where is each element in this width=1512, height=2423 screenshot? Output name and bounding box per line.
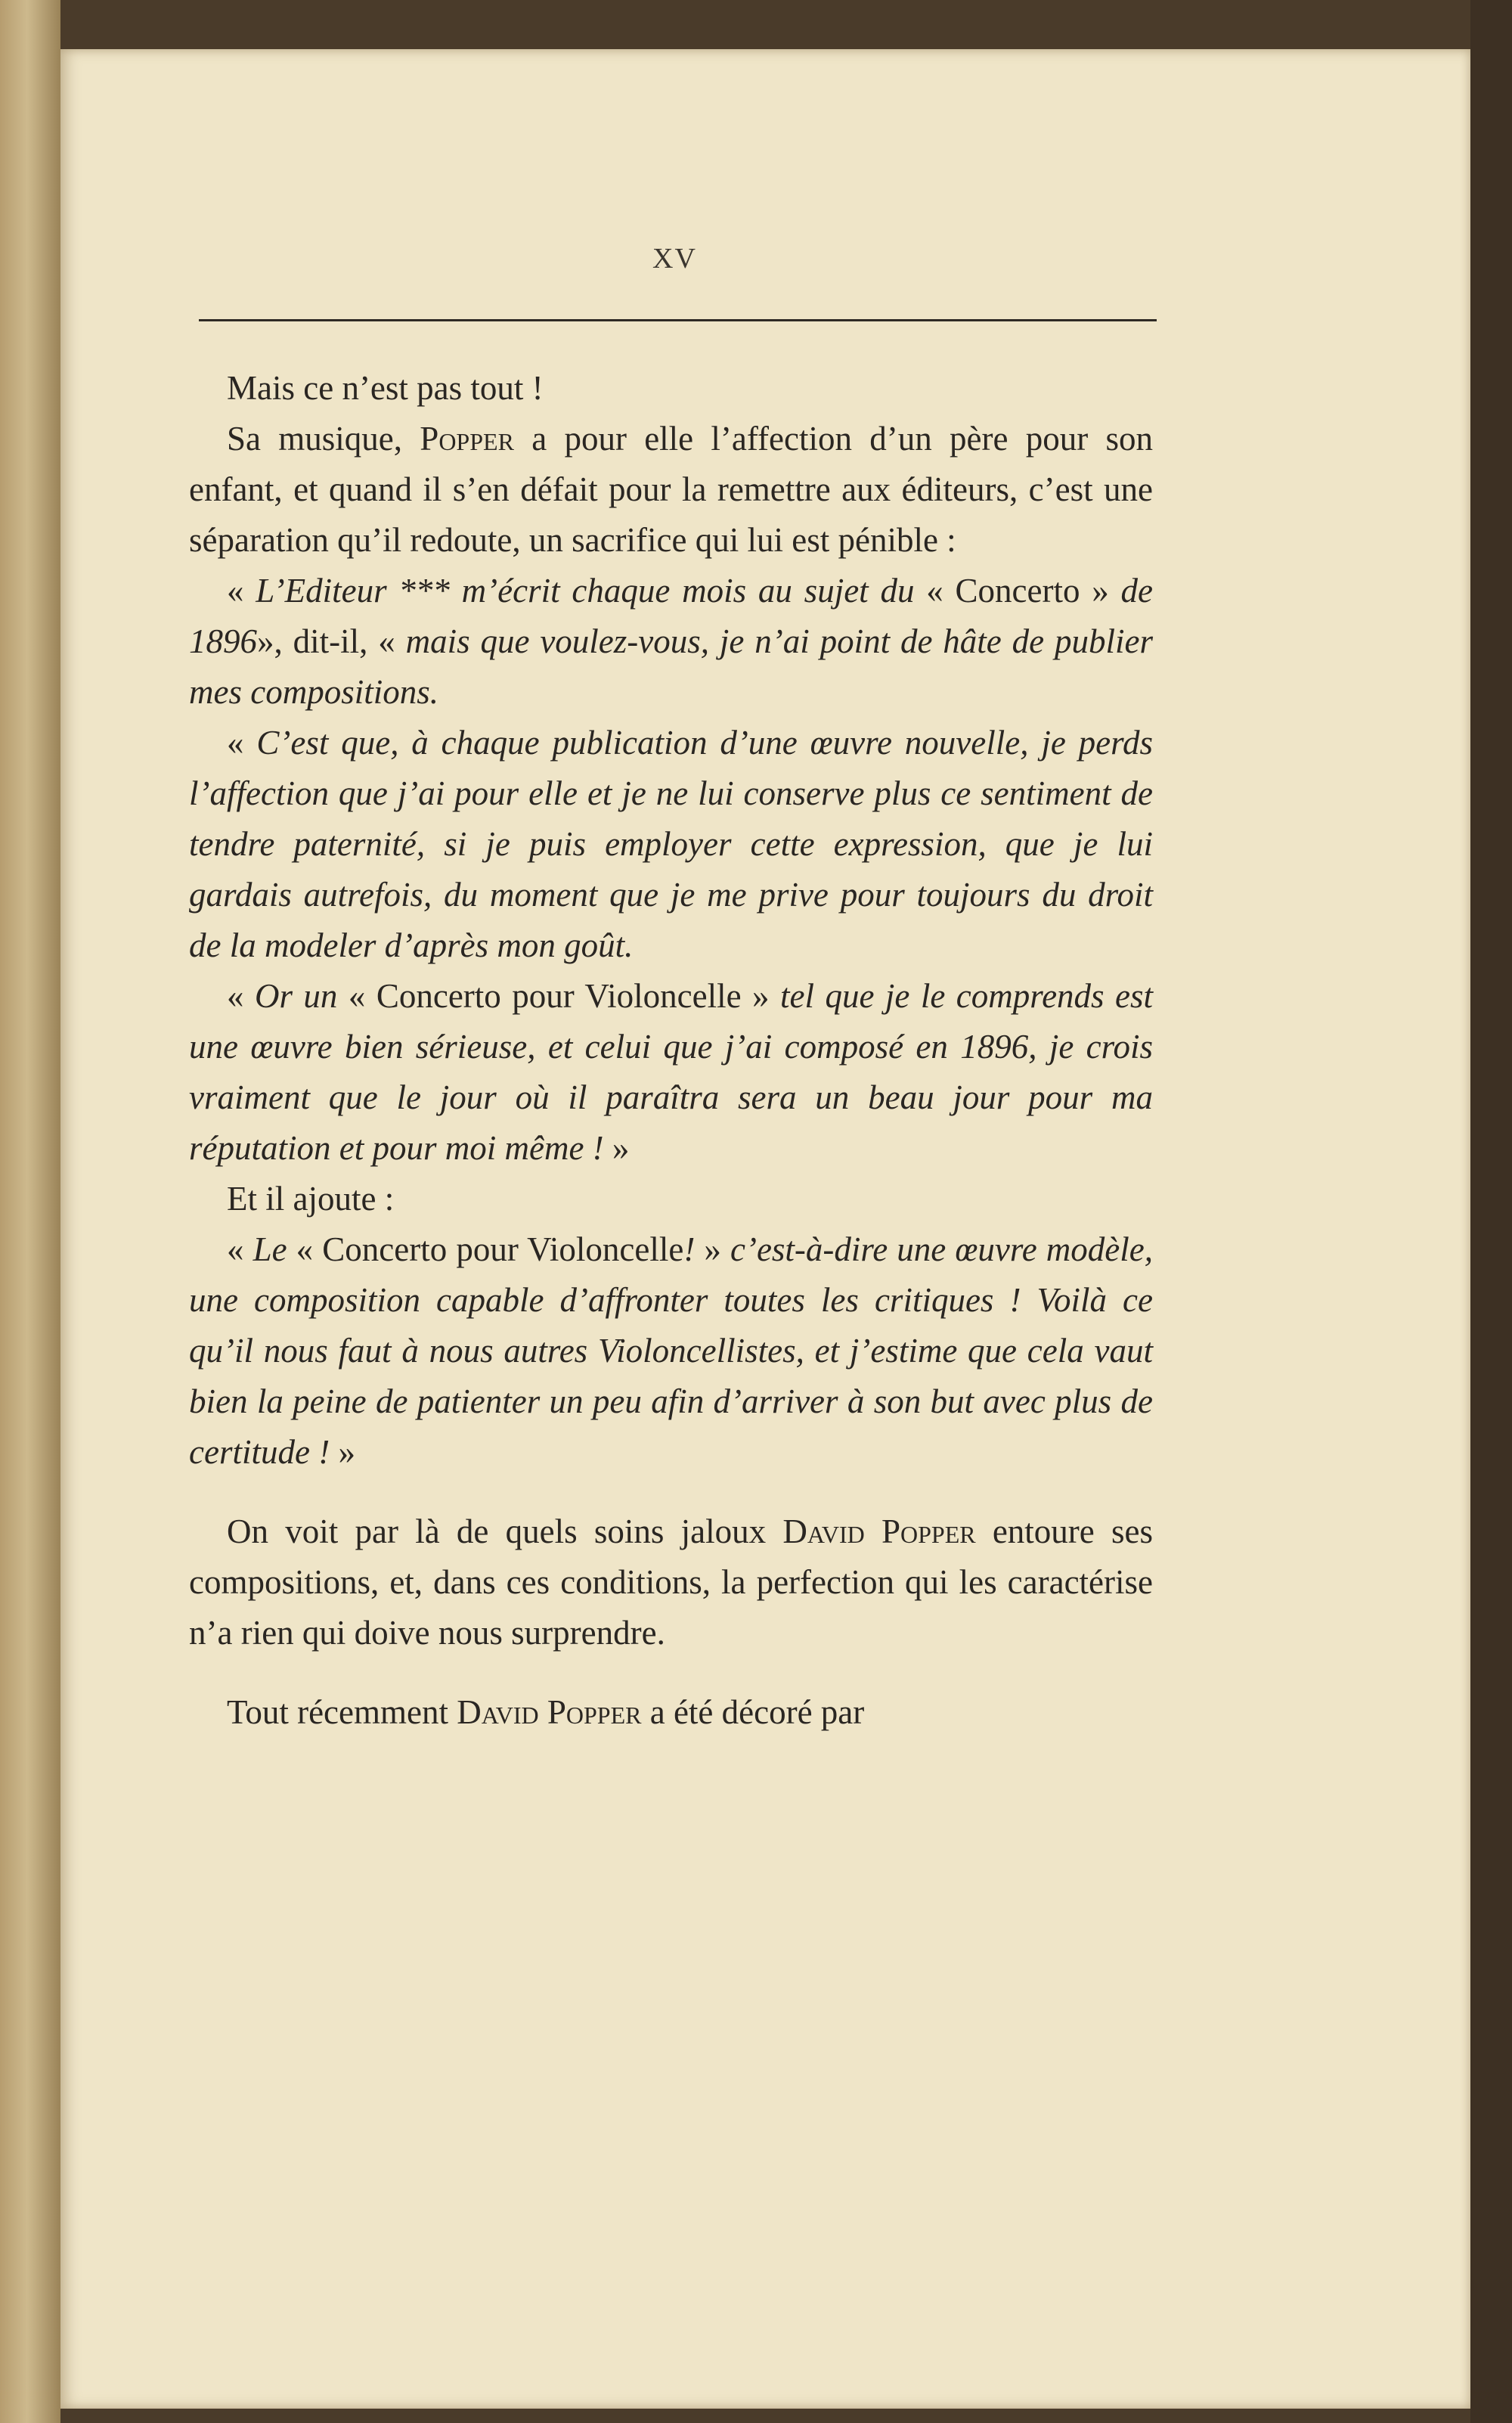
paragraph-text: a été décoré par <box>641 1693 865 1731</box>
header-rule <box>199 319 1157 321</box>
quote-text: tel que je le comprends est une œuvre bien sérieuse, et celui que j’ai composé en 1896, je crois vraiment que le jour où il paraîtra sera un beau jour pour ma réputation et pour moi même ! <box>189 977 1153 1167</box>
quote-mark: » <box>704 1230 730 1268</box>
quote-mark: » <box>330 1433 355 1471</box>
person-name: Popper <box>420 420 514 458</box>
page-header <box>193 242 1157 275</box>
quote-mark: « <box>227 724 257 762</box>
quote-mark: » <box>603 1129 630 1167</box>
paragraph <box>189 1687 1153 1738</box>
paragraph-text: Tout récemment <box>227 1693 457 1731</box>
paragraph-text: Sa musique, <box>227 420 420 458</box>
paragraph <box>189 414 1153 566</box>
quote-text: C’est que, à chaque publication d’une œuvre nouvelle, je perds l’affection que j’ai pour elle et je ne lui conserve plus ce sentiment de tendre paternité, si je puis employer cette expression, que je lui gardais autrefois, du moment que je me prive pour toujours du droit de la modeler d’après mon goût. <box>189 724 1154 964</box>
page-body <box>189 363 1153 1738</box>
person-name: David Popper <box>782 1512 976 1550</box>
quote-text: Le <box>253 1230 287 1268</box>
page-number: XV <box>652 243 697 275</box>
quote-mark: « <box>227 572 256 610</box>
paragraph <box>189 363 1153 414</box>
quote-text: c’est-à-dire une œuvre modèle, une composition capable d’affronter toutes les critiques ! Voilà ce qu’il nous faut à nous autres Violoncellistes, et j’estime que cela vaut bien la peine de patienter un peu afin d’arriver à son but avec plus de certitude ! <box>189 1230 1153 1471</box>
paragraph-text: Et il ajoute : <box>227 1180 395 1218</box>
paragraph-text: a pour elle l’affection d’un père pour son enfant, et quand il s’en défait pour la remettre aux éditeurs, c’est une séparation qu’il redoute, un sacrifice qui lui est pénible : <box>189 420 1153 559</box>
scan-background <box>1470 0 1512 2423</box>
paragraph <box>189 1174 1153 1224</box>
quote-text: ! <box>683 1230 705 1268</box>
quote-paragraph <box>189 971 1153 1174</box>
work-title: « Concerto » <box>914 572 1121 610</box>
quote-text: de 1896 <box>189 572 1154 660</box>
paragraph-text: », dit-il, « <box>257 622 406 660</box>
quote-mark: « <box>227 1230 253 1268</box>
quote-text: mais que voulez-vous, je n’ai point de hâte de publier mes compositions. <box>189 622 1153 711</box>
work-title: « Concerto pour Violoncelle » <box>337 977 781 1015</box>
quote-paragraph <box>189 566 1153 718</box>
paragraph-text: entoure ses compositions, et, dans ces conditions, la perfection qui les caractérise n’a rien qui doive nous surprendre. <box>189 1512 1154 1652</box>
paragraph-text: Mais ce n’est pas tout ! <box>227 369 544 407</box>
person-name: David Popper <box>457 1693 642 1731</box>
paragraph-gap <box>189 1658 1153 1687</box>
quote-mark: « <box>227 977 255 1015</box>
work-title: « Concerto pour Violoncelle <box>287 1230 684 1268</box>
quote-paragraph <box>189 1224 1153 1478</box>
quote-paragraph <box>189 718 1153 971</box>
paragraph <box>189 1506 1153 1658</box>
facing-page-edge <box>0 0 60 2423</box>
quote-text: Or un <box>254 977 338 1015</box>
quote-text: L’Editeur *** m’écrit chaque mois au sujet du <box>256 572 915 610</box>
paragraph-gap <box>189 1478 1153 1506</box>
paragraph-text: On voit par là de quels soins jaloux <box>227 1512 783 1550</box>
